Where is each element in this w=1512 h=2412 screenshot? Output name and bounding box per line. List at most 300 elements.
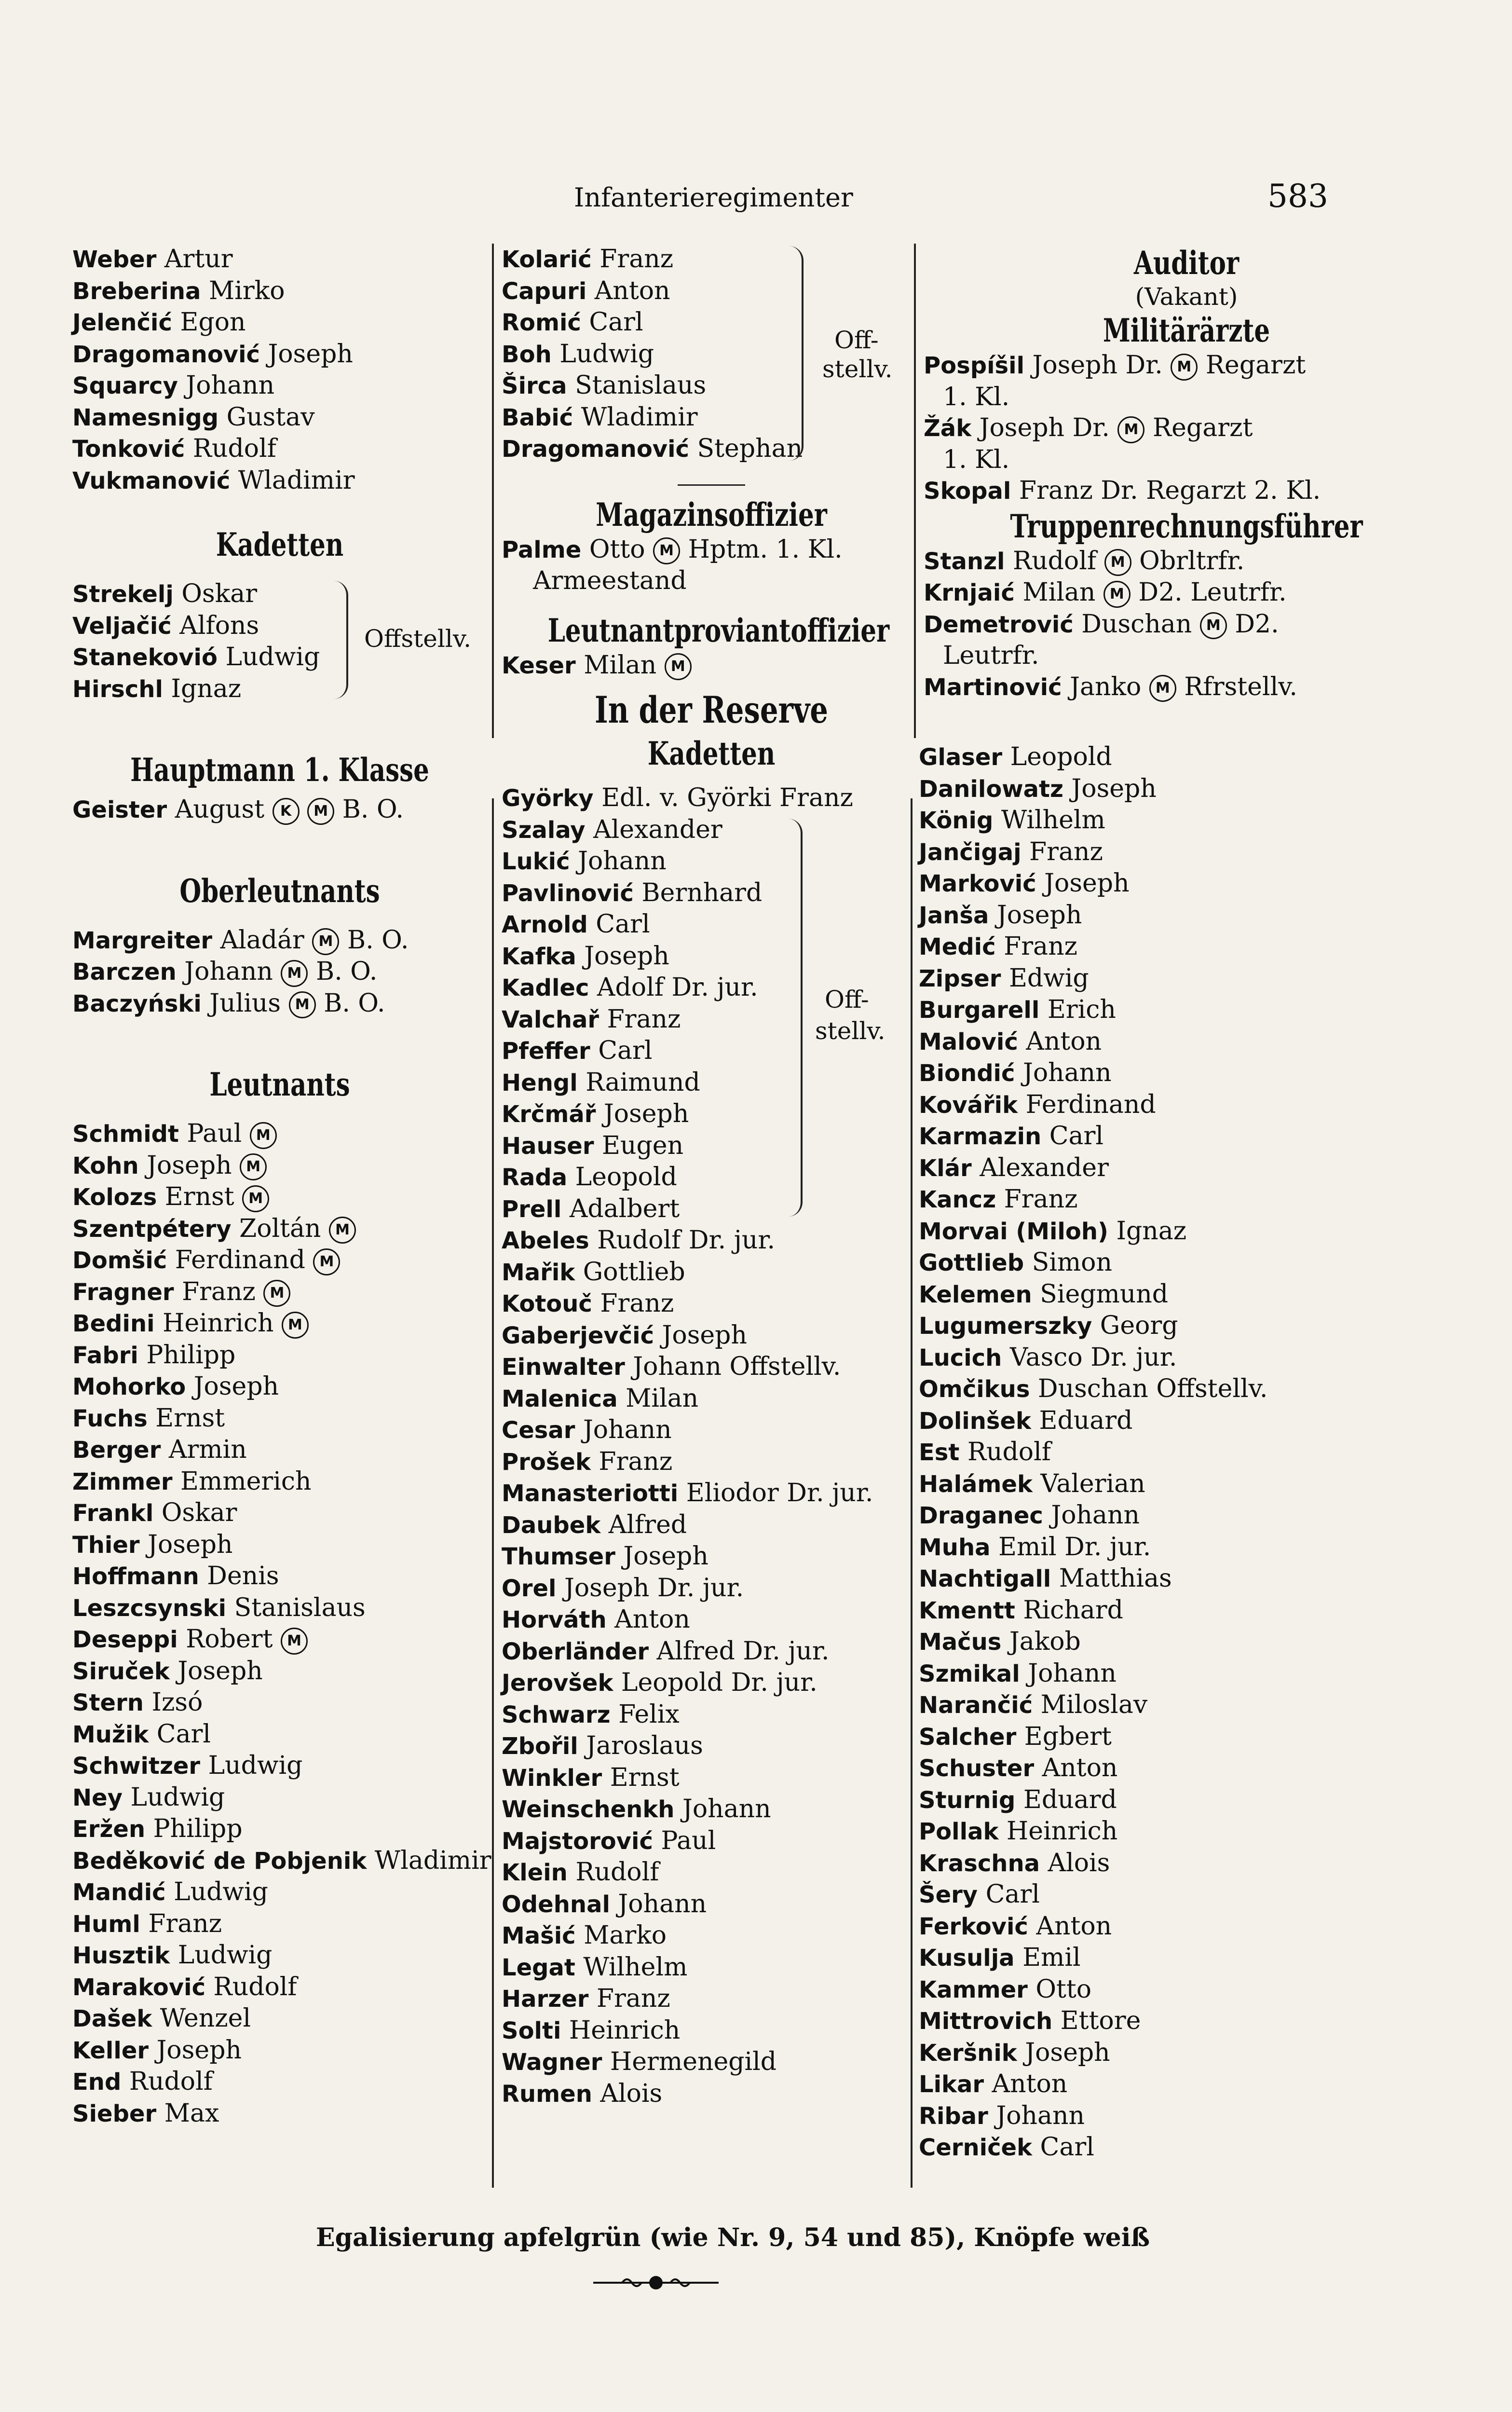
m-mark-icon: M xyxy=(329,1217,356,1244)
kadett-row xyxy=(502,1889,921,1920)
trupp-list xyxy=(924,546,1449,703)
given-name: Mirko xyxy=(201,276,285,305)
surname: Dragomanović xyxy=(502,436,689,463)
page-number: 583 xyxy=(1267,178,1328,215)
given-name: Siegmund xyxy=(1032,1279,1169,1309)
middle-top-group xyxy=(502,244,921,465)
kadett-row xyxy=(502,1699,921,1731)
given-name: Artur xyxy=(156,245,233,274)
given-name: Johann xyxy=(1043,1501,1140,1530)
kadett-row xyxy=(502,1067,921,1099)
kadett-row xyxy=(502,2015,921,2047)
reserve-row xyxy=(919,1405,1449,1437)
given-name: Johann xyxy=(1015,1058,1112,1087)
surname: Salcher xyxy=(919,1723,1017,1751)
proviant-heading: Leutnantproviantoffizier xyxy=(547,611,890,649)
given-name: Anton xyxy=(606,1605,690,1634)
given-name: Eduard xyxy=(1015,1785,1117,1814)
leutnant-row xyxy=(72,1940,487,1972)
given-name: Duschan xyxy=(1073,609,1192,639)
surname: Šery xyxy=(919,1881,978,1908)
given-name: Edwig xyxy=(1001,963,1089,993)
surname: Rumen xyxy=(502,2080,592,2108)
officer-row xyxy=(502,433,921,465)
given-name: Ignaz xyxy=(163,674,242,703)
kadett-row xyxy=(502,1604,921,1636)
kadett-row xyxy=(502,909,921,941)
surname: Ney xyxy=(72,1784,123,1811)
suffix: B. O. xyxy=(315,988,385,1018)
given-name: Carl xyxy=(978,1880,1040,1909)
m-mark-icon: M xyxy=(307,798,334,825)
surname: Fuchs xyxy=(72,1405,148,1432)
surname: Kammer xyxy=(919,1976,1028,2003)
given-name: Zoltán xyxy=(231,1214,321,1243)
surname: Horváth xyxy=(502,1606,607,1633)
brace-label-1: Off- xyxy=(834,326,879,354)
reserve-heading: In der Reserve xyxy=(595,688,828,731)
surname: Klár xyxy=(919,1154,972,1182)
oberleutnant-row xyxy=(72,925,487,957)
reserve-row xyxy=(919,994,1449,1026)
given-name: Eugen xyxy=(594,1131,684,1160)
middle-kadetten-list xyxy=(502,782,921,2110)
given-name: Joseph Dr. jur. xyxy=(556,1573,744,1603)
mil-list xyxy=(924,350,1449,507)
given-name: Joseph xyxy=(260,339,353,369)
given-name: Philipp xyxy=(138,1340,236,1370)
surname: Karmazin xyxy=(919,1123,1042,1150)
surname: Lucich xyxy=(919,1344,1002,1371)
given-name: Joseph xyxy=(989,900,1082,930)
surname: Berger xyxy=(72,1437,161,1464)
surname: Schmidt xyxy=(72,1121,179,1148)
kadett-row xyxy=(502,846,921,877)
reserve-row xyxy=(919,1595,1449,1627)
reserve-row xyxy=(919,773,1449,805)
given-name: Jaroslaus xyxy=(578,1731,703,1760)
surname: Kelemen xyxy=(919,1281,1032,1308)
surname: Širca xyxy=(502,372,567,399)
surname: Dragomanović xyxy=(72,341,260,368)
column-rule-left-lower xyxy=(492,798,494,2188)
leutnant-row xyxy=(72,1877,487,1908)
kadett-row xyxy=(502,1762,921,1794)
given-name: Felix xyxy=(610,1699,680,1729)
reserve-row xyxy=(919,2100,1449,2132)
surname: Valchař xyxy=(502,1006,599,1033)
given-name: Franz xyxy=(591,245,674,274)
given-name: Joseph Dr. xyxy=(971,413,1110,442)
militaerarzt-row xyxy=(924,350,1449,382)
kadett-row xyxy=(502,1098,921,1130)
officer-row xyxy=(72,465,487,497)
surname: Keller xyxy=(72,2037,149,2064)
kadetten-heading-middle: Kadetten xyxy=(647,735,776,772)
leutnant-row xyxy=(72,2035,487,2067)
leutnant-row xyxy=(72,1181,487,1213)
surname: Sieber xyxy=(72,2100,157,2127)
reserve-row xyxy=(919,963,1449,995)
kadett-row xyxy=(502,1509,921,1541)
middle-column xyxy=(502,244,921,2110)
given-name: Johann xyxy=(610,1889,707,1919)
reserve-row xyxy=(919,1942,1449,1974)
surname: Martinović xyxy=(924,673,1062,701)
surname: Lukić xyxy=(502,848,570,875)
surname: Skopal xyxy=(924,478,1011,505)
given-name: Ernst xyxy=(602,1763,680,1792)
surname: Kusulja xyxy=(919,1945,1015,1972)
given-name: Ludwig xyxy=(170,1941,272,1970)
surname: Zipser xyxy=(919,965,1001,992)
leutnant-row xyxy=(72,1972,487,2003)
given-name: Egbert xyxy=(1016,1722,1112,1751)
given-name: Vasco Dr. jur. xyxy=(1002,1343,1177,1372)
given-name: Joseph xyxy=(169,1656,263,1686)
given-name: Carl xyxy=(581,308,643,337)
given-name: Erich xyxy=(1039,995,1116,1024)
k-mark-icon: K xyxy=(272,798,300,825)
brace-label-2: stellv. xyxy=(815,1017,885,1045)
brace-label-1: Off- xyxy=(825,986,869,1014)
surname: König xyxy=(919,807,994,834)
given-name: Ludwig xyxy=(123,1782,225,1812)
given-name: Janko xyxy=(1062,672,1142,701)
brace xyxy=(786,246,804,461)
surname: Dolinšek xyxy=(919,1407,1031,1435)
reserve-row xyxy=(919,1563,1449,1595)
surname: Weber xyxy=(72,246,157,273)
given-name: Egon xyxy=(172,308,246,337)
surname: Ferković xyxy=(919,1913,1028,1940)
right-column xyxy=(914,244,1449,2164)
list-item-continuation: 1. Kl. xyxy=(943,445,1010,474)
reserve-row xyxy=(919,1721,1449,1753)
suffix: B. O. xyxy=(339,925,409,955)
given-name: Emil xyxy=(1014,1943,1081,1972)
column-rule-left xyxy=(492,244,494,738)
given-name: Joseph xyxy=(576,941,669,971)
leutnant-row xyxy=(72,1687,487,1719)
reserve-list xyxy=(914,741,1449,2164)
leutnant-row xyxy=(72,1245,487,1276)
kadett-row xyxy=(72,578,487,610)
reserve-row xyxy=(919,1784,1449,1816)
surname: Hoffmann xyxy=(72,1563,199,1590)
surname: Stanzl xyxy=(924,548,1005,575)
reserve-row xyxy=(919,1121,1449,1152)
militaerarzt-row xyxy=(924,475,1449,507)
brace-label: Offstellv. xyxy=(364,625,472,653)
officer-row xyxy=(72,370,487,402)
leutnant-row xyxy=(72,1813,487,1845)
kadett-row xyxy=(502,1983,921,2015)
kadett-row xyxy=(502,1383,921,1415)
reserve-row xyxy=(919,1626,1449,1658)
leutnant-row xyxy=(72,1340,487,1371)
given-name: Leopold Dr. jur. xyxy=(613,1668,817,1697)
oberleutnants-heading: Oberleutnants xyxy=(179,872,380,910)
given-name: Wladimir xyxy=(367,1846,491,1875)
surname: Mittrovich xyxy=(919,2008,1053,2035)
kadett-row xyxy=(502,1446,921,1478)
surname: Mačus xyxy=(919,1629,1002,1656)
m-mark-icon: M xyxy=(653,537,680,564)
surname: Namesnigg xyxy=(72,404,219,431)
given-name: Franz xyxy=(1021,837,1103,866)
surname: Babić xyxy=(502,404,573,431)
surname: Ribar xyxy=(919,2102,988,2130)
given-name: Gustav xyxy=(218,402,315,432)
given-name: Joseph xyxy=(596,1099,689,1128)
surname: Daubek xyxy=(502,1511,601,1539)
given-name: Joseph xyxy=(1017,2038,1110,2067)
kadett-row xyxy=(502,1794,921,1825)
officer-row xyxy=(502,244,921,275)
given-name: Alfred Dr. jur. xyxy=(649,1636,830,1666)
leutnant-row xyxy=(72,1118,487,1150)
kadett-row xyxy=(502,1825,921,1857)
given-name: Ludwig xyxy=(551,339,654,369)
m-mark-icon: M xyxy=(263,1280,290,1307)
given-name: Georg xyxy=(1092,1311,1178,1340)
given-name: Adolf Dr. jur. xyxy=(589,973,758,1002)
surname: Husztik xyxy=(72,1942,170,1969)
surname: Kohn xyxy=(72,1152,139,1179)
surname: Žák xyxy=(924,415,972,442)
surname: Frankl xyxy=(72,1500,154,1527)
list-item-continuation: 1. Kl. xyxy=(943,382,1010,411)
rechnungsfuehrer-row xyxy=(924,546,1449,577)
surname: Siruček xyxy=(72,1658,170,1685)
surname: Mašić xyxy=(502,1922,576,1949)
surname: Narančić xyxy=(919,1692,1033,1719)
surname: Jelenčić xyxy=(72,309,172,336)
given-name: Heinrich xyxy=(154,1309,274,1338)
surname: Pollak xyxy=(919,1818,999,1845)
surname: Keršnik xyxy=(919,2039,1017,2067)
surname: Klein xyxy=(502,1859,568,1886)
rank: D2. xyxy=(1226,609,1279,639)
given-name: Carl xyxy=(587,910,650,939)
militaerarzt-row xyxy=(924,412,1449,444)
leutnant-row xyxy=(72,1750,487,1782)
surname: Draganec xyxy=(919,1502,1043,1529)
surname: Jančigaj xyxy=(919,838,1022,866)
surname: Romić xyxy=(502,309,581,336)
kadett-row xyxy=(502,1414,921,1446)
surname: Weinschenkh xyxy=(502,1796,675,1823)
kadett-row xyxy=(502,877,921,909)
leutnant-row xyxy=(72,1308,487,1340)
magazin-entry-line2: Armeestand xyxy=(533,566,687,595)
surname: Szalay xyxy=(502,816,586,844)
rank: Regarzt xyxy=(1198,351,1306,380)
surname: Mohorko xyxy=(72,1373,186,1400)
surname: Rada xyxy=(502,1164,568,1191)
surname: Prell xyxy=(502,1195,562,1223)
hauptmann-entry: Geister August K M B. O. xyxy=(72,795,404,824)
given-name: Leopold xyxy=(567,1163,677,1192)
given-name: Johann xyxy=(176,957,273,986)
surname: Majstorović xyxy=(502,1827,653,1855)
given-name: Carl xyxy=(1032,2133,1094,2162)
given-name: Ernst xyxy=(157,1182,234,1211)
m-mark-icon: M xyxy=(1200,612,1227,639)
rank: Regarzt xyxy=(1144,413,1253,442)
surname: Malenica xyxy=(502,1385,618,1412)
rank: Rfrstellv. xyxy=(1176,672,1297,701)
surname: Kolozs xyxy=(72,1184,157,1211)
oberleutnants-list xyxy=(72,925,487,1020)
given-name: Ludwig xyxy=(165,1878,268,1906)
leutnant-row xyxy=(72,1719,487,1751)
given-name: Rudolf xyxy=(567,1858,659,1887)
given-name: Hermenegild xyxy=(602,2047,777,2076)
m-mark-icon: M xyxy=(1103,581,1131,608)
surname: Vukmanović xyxy=(72,467,231,494)
given-name: Eduard xyxy=(1031,1406,1133,1435)
reserve-row xyxy=(919,1816,1449,1848)
reserve-row xyxy=(919,2005,1449,2037)
leutnants-heading: Leutnants xyxy=(209,1066,350,1103)
reserve-row xyxy=(919,2037,1449,2069)
suffix: B. O. xyxy=(308,957,378,986)
reserve-row xyxy=(919,1310,1449,1342)
rank: Obrltrfr. xyxy=(1131,546,1245,576)
header-title: Infanterieregimenter xyxy=(574,182,853,213)
reserve-row xyxy=(919,1089,1449,1121)
kadett-row xyxy=(502,1667,921,1699)
surname: Gaberjevčić xyxy=(502,1322,654,1349)
surname: Györky xyxy=(502,785,594,812)
surname: Boh xyxy=(502,341,552,368)
given-name: Rudolf xyxy=(959,1438,1051,1466)
given-name: Alfons xyxy=(171,611,259,640)
surname: Fabri xyxy=(72,1342,138,1369)
leutnant-row xyxy=(72,1624,487,1656)
surname: End xyxy=(72,2069,122,2096)
officer-row xyxy=(72,275,487,307)
surname: Krčmář xyxy=(502,1101,596,1128)
given-name: Joseph xyxy=(139,1530,233,1559)
middle-kadetten-group xyxy=(502,782,921,2110)
surname: Thumser xyxy=(502,1543,615,1570)
surname: Pospíšil xyxy=(924,352,1025,379)
surname: Hengl xyxy=(502,1069,578,1096)
reserve-row xyxy=(919,1216,1449,1247)
given-name: Paul xyxy=(178,1119,242,1148)
surname: Malović xyxy=(919,1028,1018,1055)
surname: Omčikus xyxy=(919,1376,1030,1403)
given-name: Simon xyxy=(1024,1248,1112,1277)
given-name: Rudolf xyxy=(1005,546,1097,576)
surname: Winkler xyxy=(502,1764,602,1792)
kadett-row xyxy=(502,1320,921,1352)
reserve-row xyxy=(919,931,1449,963)
given-name: Miloslav xyxy=(1033,1690,1148,1719)
leutnant-row xyxy=(72,1908,487,1940)
reserve-row xyxy=(919,1279,1449,1311)
given-name: Philipp xyxy=(145,1814,243,1843)
given-name: Franz xyxy=(588,1984,670,2013)
given-name: Anton xyxy=(1034,1754,1118,1782)
footer-note: Egalisierung apfelgrün (wie Nr. 9, 54 und 85), Knöpfe weiß xyxy=(316,2223,1150,2252)
given-name: Ettore xyxy=(1052,2006,1141,2035)
surname: Mařik xyxy=(502,1259,575,1286)
leutnant-row xyxy=(72,1656,487,1687)
surname: Hirschl xyxy=(72,675,163,703)
reserve-row xyxy=(919,741,1449,773)
m-mark-icon: M xyxy=(242,1185,269,1212)
leutnant-row xyxy=(72,1592,487,1624)
given-name: Joseph xyxy=(1036,869,1130,898)
left-kadetten-group xyxy=(72,578,487,705)
reserve-row xyxy=(919,1026,1449,1058)
left-officer-list xyxy=(72,244,487,496)
reserve-row xyxy=(919,1342,1449,1374)
given-name: Raimund xyxy=(577,1068,700,1097)
leutnant-row xyxy=(72,1497,487,1529)
m-mark-icon: M xyxy=(1117,416,1144,443)
given-name: Denis xyxy=(199,1562,279,1590)
kadett-row xyxy=(502,941,921,973)
rechnungsfuehrer-row xyxy=(924,672,1449,703)
given-name: Duschan Offstellv. xyxy=(1030,1374,1268,1403)
surname: Krnjaić xyxy=(924,579,1015,606)
given-name: Marko xyxy=(575,1921,667,1950)
officer-row xyxy=(72,339,487,370)
given-name: Otto xyxy=(1027,1974,1092,2004)
given-name: Emmerich xyxy=(172,1466,312,1496)
surname: Schwarz xyxy=(502,1701,611,1728)
leutnants-list xyxy=(72,1118,491,2129)
m-mark-icon: M xyxy=(282,1312,309,1339)
surname: Kolarić xyxy=(502,246,592,273)
surname: Szmikal xyxy=(919,1660,1020,1687)
surname: Leszcsynski xyxy=(72,1594,227,1622)
m-mark-icon: M xyxy=(313,1248,340,1275)
surname: Beděković de Pobjenik xyxy=(72,1847,367,1875)
kadett-row xyxy=(502,1541,921,1573)
reserve-row xyxy=(919,1753,1449,1784)
kadett-row xyxy=(502,1351,921,1383)
brace xyxy=(786,819,803,1217)
surname: Arnold xyxy=(502,911,588,938)
given-name: Max xyxy=(156,2098,219,2128)
m-mark-icon: M xyxy=(281,1628,308,1655)
given-name: Ignaz xyxy=(1108,1216,1187,1246)
m-mark-icon: M xyxy=(240,1153,267,1180)
m-mark-icon: M xyxy=(1171,354,1198,381)
leutnant-row xyxy=(72,1845,491,1877)
given-name: Alois xyxy=(592,2079,663,2108)
kadetten-heading-left: Kadetten xyxy=(216,526,344,563)
reserve-row xyxy=(919,2069,1449,2100)
given-name: Franz xyxy=(140,1909,222,1938)
surname: Domšić xyxy=(72,1247,167,1274)
surname: Pfeffer xyxy=(502,1038,590,1065)
leutnant-row xyxy=(72,1529,487,1561)
reserve-row xyxy=(919,1500,1449,1532)
reserve-row xyxy=(919,1184,1449,1216)
surname: Fragner xyxy=(72,1278,174,1306)
reserve-row xyxy=(919,1373,1449,1405)
kadett-row xyxy=(502,1573,921,1604)
rechnungsfuehrer-row xyxy=(924,609,1449,641)
surname: Margreiter xyxy=(72,927,213,954)
